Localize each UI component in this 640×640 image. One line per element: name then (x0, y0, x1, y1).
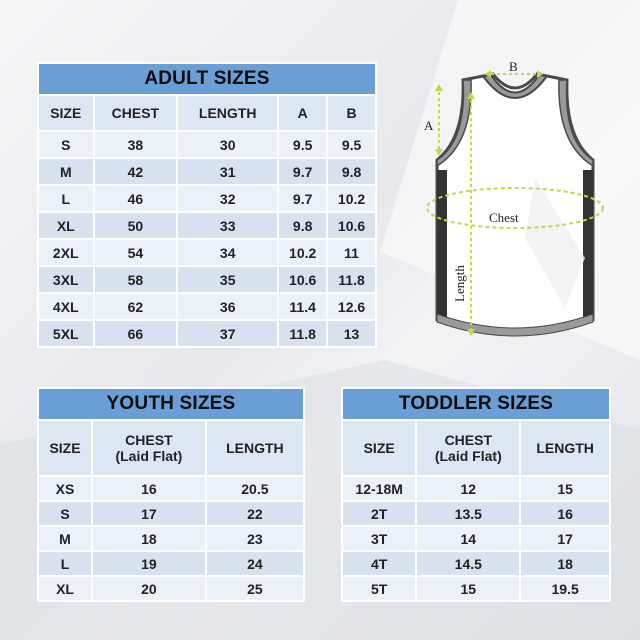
cell-chest: 58 (95, 267, 177, 292)
header-chest-note: (Laid Flat) (434, 448, 502, 464)
jersey-diagram (415, 58, 615, 348)
cell-size: XL (39, 213, 93, 238)
cell-size: 4T (343, 552, 415, 575)
cell-chest: 42 (95, 159, 177, 184)
header-chest-label: CHEST (125, 432, 173, 448)
header-chest-note: (Laid Flat) (115, 448, 183, 464)
table-row (39, 527, 303, 550)
header-b: B (328, 96, 375, 130)
header-length: LENGTH (207, 421, 303, 475)
cell-size: 5XL (39, 321, 93, 346)
cell-chest: 20 (93, 577, 205, 600)
header-chest: CHEST (95, 96, 177, 130)
cell-length: 31 (178, 159, 277, 184)
table-row (39, 477, 303, 500)
cell-length: 17 (521, 527, 609, 550)
cell-length: 30 (178, 132, 277, 157)
label-length: Length (452, 265, 467, 302)
adult-header-row (39, 96, 375, 130)
cell-size: M (39, 159, 93, 184)
cell-chest: 19 (93, 552, 205, 575)
label-chest: Chest (489, 210, 519, 225)
header-chest (93, 421, 205, 475)
cell-length: 33 (178, 213, 277, 238)
table-row (39, 186, 375, 211)
cell-b: 9.5 (328, 132, 375, 157)
cell-a: 9.8 (279, 213, 326, 238)
a-arrow-top (435, 84, 443, 91)
cell-a: 9.5 (279, 132, 326, 157)
cell-size: 4XL (39, 294, 93, 319)
cell-length: 19.5 (521, 577, 609, 600)
table-row (343, 502, 609, 525)
table-row (343, 577, 609, 600)
cell-length: 24 (207, 552, 303, 575)
header-size: SIZE (343, 421, 415, 475)
cell-a: 10.6 (279, 267, 326, 292)
cell-chest: 62 (95, 294, 177, 319)
cell-size: XL (39, 577, 91, 600)
table-row (39, 321, 375, 346)
cell-size: M (39, 527, 91, 550)
cell-b: 13 (328, 321, 375, 346)
label-a: A (424, 118, 434, 133)
header-chest (417, 421, 519, 475)
cell-size: S (39, 502, 91, 525)
cell-b: 9.8 (328, 159, 375, 184)
cell-chest: 18 (93, 527, 205, 550)
cell-a: 11.4 (279, 294, 326, 319)
cell-b: 11.8 (328, 267, 375, 292)
cell-length: 20.5 (207, 477, 303, 500)
table-row (39, 159, 375, 184)
toddler-table-title: TODDLER SIZES (343, 389, 609, 419)
cell-chest: 17 (93, 502, 205, 525)
header-chest-label: CHEST (444, 432, 493, 448)
toddler-header-row (343, 421, 609, 475)
cell-chest: 66 (95, 321, 177, 346)
table-row (39, 294, 375, 319)
table-row (39, 213, 375, 238)
cell-chest: 13.5 (417, 502, 519, 525)
cell-length: 18 (521, 552, 609, 575)
cell-chest: 50 (95, 213, 177, 238)
cell-chest: 54 (95, 240, 177, 265)
cell-length: 35 (178, 267, 277, 292)
cell-length: 23 (207, 527, 303, 550)
youth-size-table (37, 387, 305, 602)
table-row (343, 527, 609, 550)
cell-size: S (39, 132, 93, 157)
table-row (343, 552, 609, 575)
cell-size: L (39, 552, 91, 575)
header-a: A (279, 96, 326, 130)
cell-length: 15 (521, 477, 609, 500)
cell-b: 12.6 (328, 294, 375, 319)
table-row (39, 552, 303, 575)
toddler-size-table (341, 387, 611, 602)
cell-size: 2T (343, 502, 415, 525)
cell-size: 2XL (39, 240, 93, 265)
header-length: LENGTH (521, 421, 609, 475)
jersey-right-panel (583, 170, 593, 320)
table-row (39, 132, 375, 157)
table-row (39, 240, 375, 265)
youth-table-title: YOUTH SIZES (39, 389, 303, 419)
table-row (343, 477, 609, 500)
cell-a: 9.7 (279, 186, 326, 211)
cell-a: 9.7 (279, 159, 326, 184)
cell-a: 10.2 (279, 240, 326, 265)
header-length: LENGTH (178, 96, 277, 130)
cell-chest: 15 (417, 577, 519, 600)
cell-chest: 38 (95, 132, 177, 157)
cell-b: 10.6 (328, 213, 375, 238)
table-row (39, 267, 375, 292)
jersey-left-panel (437, 170, 447, 320)
table-row (39, 502, 303, 525)
cell-size: 12-18M (343, 477, 415, 500)
cell-length: 16 (521, 502, 609, 525)
cell-size: 3T (343, 527, 415, 550)
table-row (39, 577, 303, 600)
cell-size: L (39, 186, 93, 211)
header-size: SIZE (39, 96, 93, 130)
cell-length: 36 (178, 294, 277, 319)
header-size: SIZE (39, 421, 91, 475)
cell-chest: 46 (95, 186, 177, 211)
cell-length: 37 (178, 321, 277, 346)
cell-chest: 14 (417, 527, 519, 550)
cell-size: XS (39, 477, 91, 500)
cell-chest: 14.5 (417, 552, 519, 575)
cell-b: 11 (328, 240, 375, 265)
cell-length: 32 (178, 186, 277, 211)
youth-header-row (39, 421, 303, 475)
cell-chest: 12 (417, 477, 519, 500)
cell-size: 3XL (39, 267, 93, 292)
adult-table-title: ADULT SIZES (39, 64, 375, 94)
cell-a: 11.8 (279, 321, 326, 346)
label-b: B (509, 59, 518, 74)
cell-chest: 16 (93, 477, 205, 500)
cell-size: 5T (343, 577, 415, 600)
cell-length: 22 (207, 502, 303, 525)
cell-length: 34 (178, 240, 277, 265)
cell-b: 10.2 (328, 186, 375, 211)
adult-size-table (37, 62, 377, 348)
cell-length: 25 (207, 577, 303, 600)
